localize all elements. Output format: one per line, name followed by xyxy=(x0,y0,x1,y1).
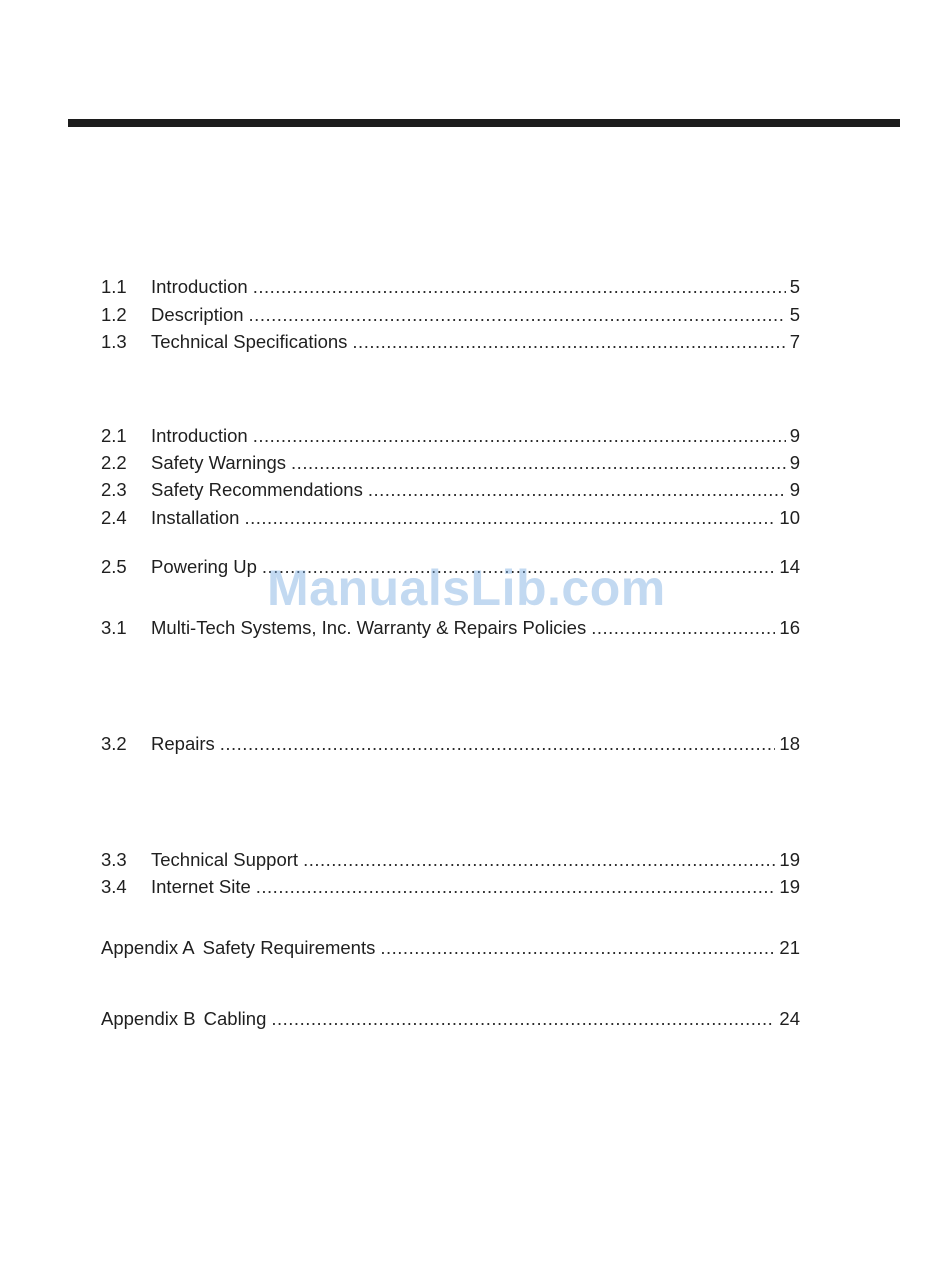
toc-entry-number: 2.4 xyxy=(101,507,127,528)
toc-entry-number: 2.1 xyxy=(101,425,127,446)
toc-entry-page: 9 xyxy=(789,425,800,446)
toc-entry-title: Introduction xyxy=(151,425,248,446)
toc-entry-3-4[interactable] xyxy=(101,874,800,900)
toc-entry-title: Installation xyxy=(151,507,240,528)
toc-entry-page: 21 xyxy=(779,937,800,958)
toc-entry-number: 2.3 xyxy=(101,479,127,500)
toc-entry-page: 9 xyxy=(789,479,800,500)
dot-leader xyxy=(253,274,786,300)
toc-entry-page: 14 xyxy=(779,556,800,577)
toc-entry-page: 19 xyxy=(779,849,800,870)
dot-leader xyxy=(352,329,785,355)
toc-entry-page: 24 xyxy=(779,1008,800,1029)
toc-entry-page: 7 xyxy=(789,331,800,352)
toc-entry-page: 5 xyxy=(789,304,800,325)
dot-leader xyxy=(368,477,786,503)
toc-entry-title: Safety Requirements xyxy=(202,937,376,958)
toc-entry-number: Appendix B xyxy=(101,1008,196,1029)
dot-leader xyxy=(271,1006,775,1032)
toc-entry-number: 1.1 xyxy=(101,276,127,297)
dot-leader xyxy=(591,615,775,641)
toc-entry-appendix-b[interactable] xyxy=(101,1006,800,1032)
toc-entry-page: 18 xyxy=(779,733,800,754)
toc-entry-page: 10 xyxy=(779,507,800,528)
toc-entry-title: Cabling xyxy=(203,1008,267,1029)
toc-entry-title: Description xyxy=(151,304,244,325)
toc-entry-1-1[interactable] xyxy=(101,274,800,300)
toc-entry-number: 3.1 xyxy=(101,617,127,638)
toc-entry-number: 2.5 xyxy=(101,556,127,577)
toc-entry-2-1[interactable] xyxy=(101,423,800,449)
dot-leader xyxy=(220,731,776,757)
toc-entry-number: 3.4 xyxy=(101,876,127,897)
watermark: ManualsLib.com xyxy=(267,560,666,616)
dot-leader xyxy=(244,505,775,531)
toc-entry-2-3[interactable] xyxy=(101,477,800,503)
toc-entry-title: Powering Up xyxy=(151,556,257,577)
toc-entry-number: 1.3 xyxy=(101,331,127,352)
toc-entry-page: 16 xyxy=(779,617,800,638)
toc-entry-number: 1.2 xyxy=(101,304,127,325)
dot-leader xyxy=(303,847,775,873)
toc-entry-title: Introduction xyxy=(151,276,248,297)
toc-entry-title: Technical Specifications xyxy=(151,331,348,352)
toc-entry-2-2[interactable] xyxy=(101,450,800,476)
toc-entry-3-3[interactable] xyxy=(101,847,800,873)
dot-leader xyxy=(249,302,786,328)
toc-entry-number: Appendix A xyxy=(101,937,195,958)
toc-entry-title: Multi-Tech Systems, Inc. Warranty & Repairs Policies xyxy=(151,617,587,638)
toc-entry-appendix-a[interactable] xyxy=(101,935,800,961)
toc-entry-title: Safety Recommendations xyxy=(151,479,363,500)
dot-leader xyxy=(380,935,775,961)
toc-entry-page: 9 xyxy=(789,452,800,473)
toc-entry-title: Technical Support xyxy=(151,849,299,870)
toc-entry-page: 19 xyxy=(779,876,800,897)
toc-entry-3-2[interactable] xyxy=(101,731,800,757)
toc-entry-title: Safety Warnings xyxy=(151,452,287,473)
dot-leader xyxy=(253,423,786,449)
dot-leader xyxy=(256,874,776,900)
toc-entry-3-1[interactable] xyxy=(101,615,800,641)
toc-entry-number: 3.2 xyxy=(101,733,127,754)
toc-entry-1-2[interactable] xyxy=(101,302,800,328)
dot-leader xyxy=(291,450,786,476)
toc-entry-title: Repairs xyxy=(151,733,215,754)
toc-entry-number: 3.3 xyxy=(101,849,127,870)
toc-entry-2-4[interactable] xyxy=(101,505,800,531)
toc-entry-page: 5 xyxy=(789,276,800,297)
toc-entry-1-3[interactable] xyxy=(101,329,800,355)
toc-entry-title: Internet Site xyxy=(151,876,251,897)
toc-entry-number: 2.2 xyxy=(101,452,127,473)
